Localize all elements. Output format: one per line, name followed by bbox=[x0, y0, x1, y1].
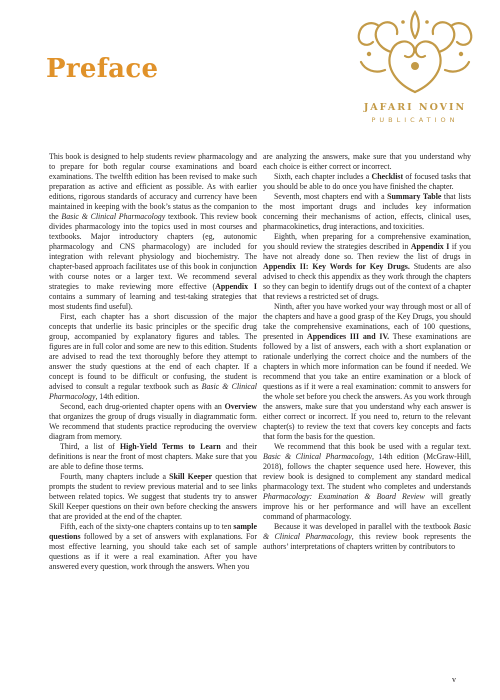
paragraph-12: We recommend that this book be used with a regular text. Basic & Clinical Pharmacology, 14th edition (McGraw-Hill, 2018), follows the chapter sequence used here. However, this review book is designed to complement any standard medical pharmacology text. The student who completes and understands Pharmacology: Examination & Board Review will greatly improve his or her performance and will have an excellent command of pharmacology. bbox=[263, 442, 471, 521]
right-column bbox=[263, 152, 471, 552]
left-column bbox=[49, 152, 257, 572]
paragraph-3: Second, each drug-oriented chapter opens with an Overview that organizes the group of drugs visually in diagrammatic form. We recommend that students practice reproducing the overview diagram from memory. bbox=[49, 402, 257, 441]
paragraph-8: Sixth, each chapter includes a Checklist of focused tasks that you should be able to do once you have finished the chapter. bbox=[263, 172, 471, 191]
paragraph-13: Because it was developed in parallel with the textbook Basic & Clinical Pharmacology, this review book represents the authors’ interpretations of chapters written by contributors to bbox=[263, 522, 471, 551]
page-number: v bbox=[452, 675, 456, 684]
page-title: Preface bbox=[46, 54, 159, 84]
paragraph-5: Fourth, many chapters include a Skill Keeper question that prompts the student to review previous material and to see links between related topics. We suggest that students try to answer Skill Keeper questions on their own before checking the answers that are provided at the end of the chapter. bbox=[49, 472, 257, 521]
ornament-icon bbox=[345, 8, 485, 103]
paragraph-7: are analyzing the answers, make sure that you understand why each choice is either correct or incorrect. bbox=[263, 152, 471, 171]
paragraph-1: This book is designed to help students review pharmacology and to prepare for both regular course examinations and board examinations. The twelfth edition has been revised to make such preparation as active and efficient as possible. As with earlier editions, rigorous standards of accuracy and currency have been maintained in keeping with the book’s status as the companion to the Basic & Clinical Pharmacology textbook. This review book divides pharmacology into the topics used in most courses and textbooks. Major introductory chapters (eg, autonomic pharmacology and CNS pharmacology) are included for integration with relevant physiology and biochemistry. The chapter-based approach facilitates use of this book in conjunction with course notes or a larger text. We recommend several strategies to make reviewing more effective (Appendix I contains a summary of learning and test-taking strategies that most students find useful). bbox=[49, 152, 257, 311]
paragraph-9: Seventh, most chapters end with a Summary Table that lists the most important drugs and includes key information concerning their mechanisms of action, effects, clinical uses, pharmacokinetics, drug interactions, and toxicities. bbox=[263, 192, 471, 231]
publisher-name: JAFARI NOVIN bbox=[363, 102, 467, 113]
paragraph-10: Eighth, when preparing for a comprehensive examination, you should review the strategies described in Appendix I if you have not already done so. Then review the list of drugs in Appendix II: Key Words for Key Drugs. Students are also advised to check this appendix as they work through the chapters so they can begin to identify drugs out of the context of a chapter that reviews a restricted set of drugs. bbox=[263, 232, 471, 301]
publisher-subtitle: PUBLICATION bbox=[371, 116, 459, 124]
paragraph-11: Ninth, after you have worked your way through most or all of the chapters and have a good grasp of the Key Drugs, you should take the comprehensive examinations, each of 100 questions, presented in Appendices III and IV. These examinations are followed by a list of answers, each with a short explanation or rationale underlying the correct choice and the numbers of the chapters in which more information can be found if needed. We recommend that you take an entire examination or a block of questions as if it were a real examination: commit to answers for the whole set before you check the answers. As you work through the answers, make sure that you understand why each answer is either correct or incorrect. If you need to, return to the relevant chapter(s) to review the text that covers key concepts and facts that form the basis for the question. bbox=[263, 302, 471, 441]
paragraph-6: Fifth, each of the sixty-one chapters contains up to ten sample questions followed by a set of answers with explanations. For most effective learning, you should take each set of sample questions as if it were a real examination. After you have answered every question, work through the answers. When you bbox=[49, 522, 258, 571]
publisher-logo bbox=[345, 8, 485, 136]
paragraph-4: Third, a list of High-Yield Terms to Learn and their definitions is near the front of most chapters. Make sure that you are able to define those terms. bbox=[49, 442, 257, 471]
paragraph-2: First, each chapter has a short discussion of the major concepts that underlie its basic principles or the specific drug group, accompanied by explanatory figures and tables. The figures are in full color and some are new to this edition. Students are advised to read the text thoroughly before they attempt to answer the study questions at the end of each chapter. If a concept is found to be difficult or confusing, the student is advised to consult a regular textbook such as Basic & Clinical Pharmacology, 14th edition. bbox=[49, 312, 257, 401]
